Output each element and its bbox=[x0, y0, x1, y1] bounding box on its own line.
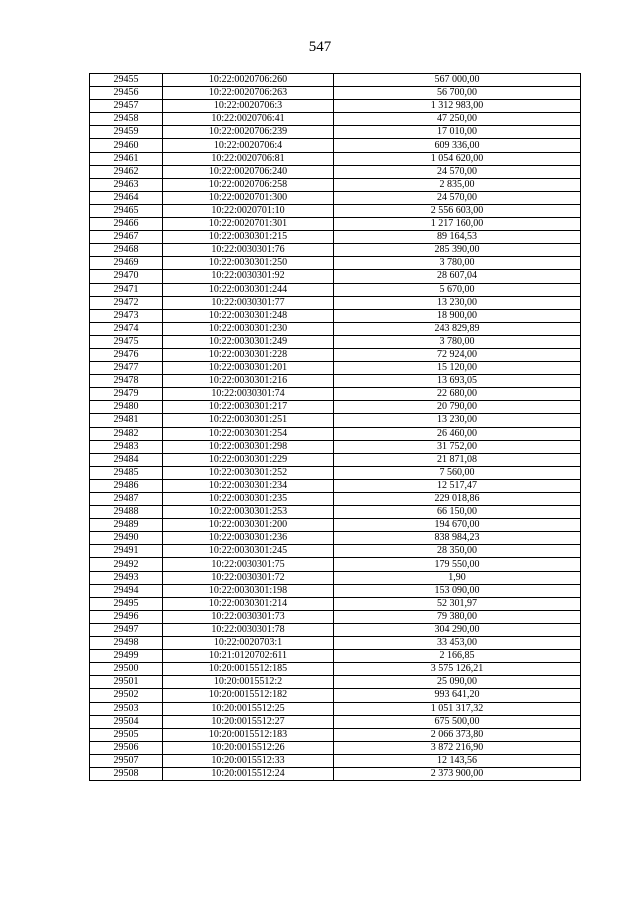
table-row bbox=[90, 558, 581, 571]
cadastral-number-cell: 10:22:0020706:3 bbox=[163, 100, 334, 113]
row-number-cell: 29468 bbox=[90, 244, 163, 257]
row-number-cell: 29460 bbox=[90, 139, 163, 152]
table-row bbox=[90, 375, 581, 388]
table-row bbox=[90, 571, 581, 584]
row-number-cell: 29455 bbox=[90, 74, 163, 87]
value-cell: 2 066 373,80 bbox=[334, 728, 581, 741]
table-row bbox=[90, 493, 581, 506]
table-row bbox=[90, 506, 581, 519]
value-cell: 24 570,00 bbox=[334, 191, 581, 204]
value-cell: 25 090,00 bbox=[334, 676, 581, 689]
row-number-cell: 29501 bbox=[90, 676, 163, 689]
table-row bbox=[90, 139, 581, 152]
row-number-cell: 29477 bbox=[90, 362, 163, 375]
cadastral-number-cell: 10:20:0015512:33 bbox=[163, 754, 334, 767]
table-row bbox=[90, 322, 581, 335]
cadastral-number-cell: 10:22:0030301:236 bbox=[163, 532, 334, 545]
cadastral-number-cell: 10:22:0020701:10 bbox=[163, 204, 334, 217]
cadastral-number-cell: 10:22:0030301:249 bbox=[163, 335, 334, 348]
value-cell: 66 150,00 bbox=[334, 506, 581, 519]
value-cell: 2 373 900,00 bbox=[334, 767, 581, 780]
table-row bbox=[90, 545, 581, 558]
value-cell: 28 350,00 bbox=[334, 545, 581, 558]
row-number-cell: 29494 bbox=[90, 584, 163, 597]
row-number-cell: 29457 bbox=[90, 100, 163, 113]
table-row bbox=[90, 348, 581, 361]
row-number-cell: 29465 bbox=[90, 204, 163, 217]
cadastral-number-cell: 10:22:0030301:245 bbox=[163, 545, 334, 558]
cadastral-number-cell: 10:22:0030301:252 bbox=[163, 466, 334, 479]
table-row bbox=[90, 597, 581, 610]
table-row bbox=[90, 676, 581, 689]
table-row bbox=[90, 296, 581, 309]
cadastral-number-cell: 10:20:0015512:24 bbox=[163, 767, 334, 780]
value-cell: 609 336,00 bbox=[334, 139, 581, 152]
value-cell: 28 607,04 bbox=[334, 270, 581, 283]
table-row bbox=[90, 309, 581, 322]
value-cell: 1,90 bbox=[334, 571, 581, 584]
value-cell: 243 829,89 bbox=[334, 322, 581, 335]
cadastral-number-cell: 10:22:0030301:72 bbox=[163, 571, 334, 584]
cadastral-number-cell: 10:22:0030301:234 bbox=[163, 479, 334, 492]
row-number-cell: 29476 bbox=[90, 348, 163, 361]
table-row bbox=[90, 663, 581, 676]
row-number-cell: 29479 bbox=[90, 388, 163, 401]
value-cell: 13 230,00 bbox=[334, 296, 581, 309]
row-number-cell: 29482 bbox=[90, 427, 163, 440]
value-cell: 22 680,00 bbox=[334, 388, 581, 401]
cadastral-number-cell: 10:22:0030301:248 bbox=[163, 309, 334, 322]
cadastral-value-table bbox=[89, 73, 581, 781]
value-cell: 1 054 620,00 bbox=[334, 152, 581, 165]
value-cell: 33 453,00 bbox=[334, 637, 581, 650]
row-number-cell: 29488 bbox=[90, 506, 163, 519]
table-row bbox=[90, 637, 581, 650]
table-row bbox=[90, 204, 581, 217]
value-cell: 838 984,23 bbox=[334, 532, 581, 545]
table-row bbox=[90, 519, 581, 532]
table-row bbox=[90, 87, 581, 100]
cadastral-number-cell: 10:22:0030301:216 bbox=[163, 375, 334, 388]
table-row bbox=[90, 689, 581, 702]
cadastral-number-cell: 10:20:0015512:25 bbox=[163, 702, 334, 715]
cadastral-number-cell: 10:22:0030301:251 bbox=[163, 414, 334, 427]
table-row bbox=[90, 702, 581, 715]
value-cell: 7 560,00 bbox=[334, 466, 581, 479]
row-number-cell: 29489 bbox=[90, 519, 163, 532]
cadastral-number-cell: 10:22:0020706:240 bbox=[163, 165, 334, 178]
value-cell: 12 143,56 bbox=[334, 754, 581, 767]
value-cell: 18 900,00 bbox=[334, 309, 581, 322]
value-cell: 13 230,00 bbox=[334, 414, 581, 427]
table-row bbox=[90, 610, 581, 623]
value-cell: 89 164,53 bbox=[334, 231, 581, 244]
row-number-cell: 29480 bbox=[90, 401, 163, 414]
cadastral-number-cell: 10:22:0020706:4 bbox=[163, 139, 334, 152]
cadastral-number-cell: 10:22:0030301:235 bbox=[163, 493, 334, 506]
value-cell: 21 871,08 bbox=[334, 453, 581, 466]
row-number-cell: 29463 bbox=[90, 178, 163, 191]
cadastral-number-cell: 10:22:0030301:74 bbox=[163, 388, 334, 401]
value-cell: 47 250,00 bbox=[334, 113, 581, 126]
row-number-cell: 29458 bbox=[90, 113, 163, 126]
cadastral-number-cell: 10:22:0030301:78 bbox=[163, 623, 334, 636]
cadastral-number-cell: 10:22:0030301:75 bbox=[163, 558, 334, 571]
row-number-cell: 29502 bbox=[90, 689, 163, 702]
row-number-cell: 29498 bbox=[90, 637, 163, 650]
value-cell: 20 790,00 bbox=[334, 401, 581, 414]
row-number-cell: 29475 bbox=[90, 335, 163, 348]
cadastral-number-cell: 10:22:0020706:258 bbox=[163, 178, 334, 191]
row-number-cell: 29472 bbox=[90, 296, 163, 309]
value-cell: 675 500,00 bbox=[334, 715, 581, 728]
table-row bbox=[90, 584, 581, 597]
table-row bbox=[90, 113, 581, 126]
cadastral-number-cell: 10:20:0015512:26 bbox=[163, 741, 334, 754]
table-row bbox=[90, 754, 581, 767]
cadastral-number-cell: 10:22:0030301:254 bbox=[163, 427, 334, 440]
value-cell: 194 670,00 bbox=[334, 519, 581, 532]
table-row bbox=[90, 414, 581, 427]
cadastral-number-cell: 10:20:0015512:2 bbox=[163, 676, 334, 689]
value-cell: 229 018,86 bbox=[334, 493, 581, 506]
row-number-cell: 29473 bbox=[90, 309, 163, 322]
row-number-cell: 29481 bbox=[90, 414, 163, 427]
row-number-cell: 29467 bbox=[90, 231, 163, 244]
row-number-cell: 29491 bbox=[90, 545, 163, 558]
row-number-cell: 29506 bbox=[90, 741, 163, 754]
cadastral-number-cell: 10:22:0030301:229 bbox=[163, 453, 334, 466]
cadastral-number-cell: 10:22:0030301:244 bbox=[163, 283, 334, 296]
table-row bbox=[90, 283, 581, 296]
table-row bbox=[90, 650, 581, 663]
row-number-cell: 29500 bbox=[90, 663, 163, 676]
table-row bbox=[90, 453, 581, 466]
row-number-cell: 29470 bbox=[90, 270, 163, 283]
table-row bbox=[90, 257, 581, 270]
table-row bbox=[90, 152, 581, 165]
value-cell: 24 570,00 bbox=[334, 165, 581, 178]
cadastral-number-cell: 10:22:0030301:250 bbox=[163, 257, 334, 270]
cadastral-number-cell: 10:22:0020706:263 bbox=[163, 87, 334, 100]
value-cell: 5 670,00 bbox=[334, 283, 581, 296]
table-row bbox=[90, 767, 581, 780]
row-number-cell: 29492 bbox=[90, 558, 163, 571]
table-row bbox=[90, 532, 581, 545]
cadastral-number-cell: 10:22:0030301:214 bbox=[163, 597, 334, 610]
row-number-cell: 29459 bbox=[90, 126, 163, 139]
row-number-cell: 29504 bbox=[90, 715, 163, 728]
table-row bbox=[90, 165, 581, 178]
cadastral-number-cell: 10:20:0015512:185 bbox=[163, 663, 334, 676]
row-number-cell: 29471 bbox=[90, 283, 163, 296]
table-row bbox=[90, 231, 581, 244]
row-number-cell: 29493 bbox=[90, 571, 163, 584]
row-number-cell: 29487 bbox=[90, 493, 163, 506]
row-number-cell: 29486 bbox=[90, 479, 163, 492]
cadastral-number-cell: 10:22:0020706:239 bbox=[163, 126, 334, 139]
table-row bbox=[90, 427, 581, 440]
cadastral-number-cell: 10:22:0030301:73 bbox=[163, 610, 334, 623]
cadastral-number-cell: 10:22:0030301:230 bbox=[163, 322, 334, 335]
value-cell: 285 390,00 bbox=[334, 244, 581, 257]
cadastral-number-cell: 10:21:0120702:611 bbox=[163, 650, 334, 663]
row-number-cell: 29505 bbox=[90, 728, 163, 741]
table-row bbox=[90, 728, 581, 741]
value-cell: 2 556 603,00 bbox=[334, 204, 581, 217]
value-cell: 26 460,00 bbox=[334, 427, 581, 440]
page-number: 547 bbox=[308, 39, 332, 55]
value-cell: 12 517,47 bbox=[334, 479, 581, 492]
row-number-cell: 29497 bbox=[90, 623, 163, 636]
table-row bbox=[90, 74, 581, 87]
row-number-cell: 29503 bbox=[90, 702, 163, 715]
cadastral-number-cell: 10:20:0015512:27 bbox=[163, 715, 334, 728]
table-row bbox=[90, 335, 581, 348]
value-cell: 3 780,00 bbox=[334, 257, 581, 270]
value-cell: 993 641,20 bbox=[334, 689, 581, 702]
cadastral-number-cell: 10:22:0030301:198 bbox=[163, 584, 334, 597]
table-row bbox=[90, 126, 581, 139]
cadastral-number-cell: 10:22:0020703:1 bbox=[163, 637, 334, 650]
row-number-cell: 29507 bbox=[90, 754, 163, 767]
value-cell: 179 550,00 bbox=[334, 558, 581, 571]
table-row bbox=[90, 362, 581, 375]
cadastral-number-cell: 10:20:0015512:182 bbox=[163, 689, 334, 702]
value-cell: 3 780,00 bbox=[334, 335, 581, 348]
row-number-cell: 29461 bbox=[90, 152, 163, 165]
row-number-cell: 29508 bbox=[90, 767, 163, 780]
cadastral-number-cell: 10:20:0015512:183 bbox=[163, 728, 334, 741]
value-cell: 31 752,00 bbox=[334, 440, 581, 453]
cadastral-number-cell: 10:22:0030301:298 bbox=[163, 440, 334, 453]
value-cell: 79 380,00 bbox=[334, 610, 581, 623]
cadastral-number-cell: 10:22:0020706:81 bbox=[163, 152, 334, 165]
table-row bbox=[90, 623, 581, 636]
row-number-cell: 29484 bbox=[90, 453, 163, 466]
table-body bbox=[90, 74, 581, 781]
value-cell: 1 217 160,00 bbox=[334, 218, 581, 231]
table-row bbox=[90, 178, 581, 191]
cadastral-number-cell: 10:22:0020706:260 bbox=[163, 74, 334, 87]
table-row bbox=[90, 715, 581, 728]
value-cell: 1 312 983,00 bbox=[334, 100, 581, 113]
value-cell: 15 120,00 bbox=[334, 362, 581, 375]
row-number-cell: 29464 bbox=[90, 191, 163, 204]
cadastral-number-cell: 10:22:0030301:92 bbox=[163, 270, 334, 283]
table-row bbox=[90, 270, 581, 283]
cadastral-number-cell: 10:22:0020706:41 bbox=[163, 113, 334, 126]
cadastral-number-cell: 10:22:0030301:217 bbox=[163, 401, 334, 414]
row-number-cell: 29478 bbox=[90, 375, 163, 388]
row-number-cell: 29496 bbox=[90, 610, 163, 623]
value-cell: 52 301,97 bbox=[334, 597, 581, 610]
value-cell: 3 575 126,21 bbox=[334, 663, 581, 676]
value-cell: 72 924,00 bbox=[334, 348, 581, 361]
table-row bbox=[90, 191, 581, 204]
value-cell: 2 166,85 bbox=[334, 650, 581, 663]
value-cell: 2 835,00 bbox=[334, 178, 581, 191]
value-cell: 3 872 216,90 bbox=[334, 741, 581, 754]
cadastral-number-cell: 10:22:0020701:300 bbox=[163, 191, 334, 204]
cadastral-number-cell: 10:22:0030301:200 bbox=[163, 519, 334, 532]
table-row bbox=[90, 388, 581, 401]
row-number-cell: 29474 bbox=[90, 322, 163, 335]
table-row bbox=[90, 218, 581, 231]
table-row bbox=[90, 479, 581, 492]
value-cell: 17 010,00 bbox=[334, 126, 581, 139]
cadastral-number-cell: 10:22:0030301:253 bbox=[163, 506, 334, 519]
table-row bbox=[90, 466, 581, 479]
table-row bbox=[90, 244, 581, 257]
table-row bbox=[90, 741, 581, 754]
table-row bbox=[90, 401, 581, 414]
table-row bbox=[90, 440, 581, 453]
row-number-cell: 29490 bbox=[90, 532, 163, 545]
row-number-cell: 29485 bbox=[90, 466, 163, 479]
value-cell: 13 693,05 bbox=[334, 375, 581, 388]
row-number-cell: 29462 bbox=[90, 165, 163, 178]
cadastral-number-cell: 10:22:0020701:301 bbox=[163, 218, 334, 231]
value-cell: 153 090,00 bbox=[334, 584, 581, 597]
cadastral-number-cell: 10:22:0030301:77 bbox=[163, 296, 334, 309]
cadastral-number-cell: 10:22:0030301:76 bbox=[163, 244, 334, 257]
cadastral-number-cell: 10:22:0030301:215 bbox=[163, 231, 334, 244]
row-number-cell: 29469 bbox=[90, 257, 163, 270]
cadastral-number-cell: 10:22:0030301:201 bbox=[163, 362, 334, 375]
table-row bbox=[90, 100, 581, 113]
row-number-cell: 29456 bbox=[90, 87, 163, 100]
row-number-cell: 29483 bbox=[90, 440, 163, 453]
value-cell: 567 000,00 bbox=[334, 74, 581, 87]
value-cell: 1 051 317,32 bbox=[334, 702, 581, 715]
cadastral-number-cell: 10:22:0030301:228 bbox=[163, 348, 334, 361]
row-number-cell: 29499 bbox=[90, 650, 163, 663]
row-number-cell: 29495 bbox=[90, 597, 163, 610]
value-cell: 56 700,00 bbox=[334, 87, 581, 100]
value-cell: 304 290,00 bbox=[334, 623, 581, 636]
row-number-cell: 29466 bbox=[90, 218, 163, 231]
